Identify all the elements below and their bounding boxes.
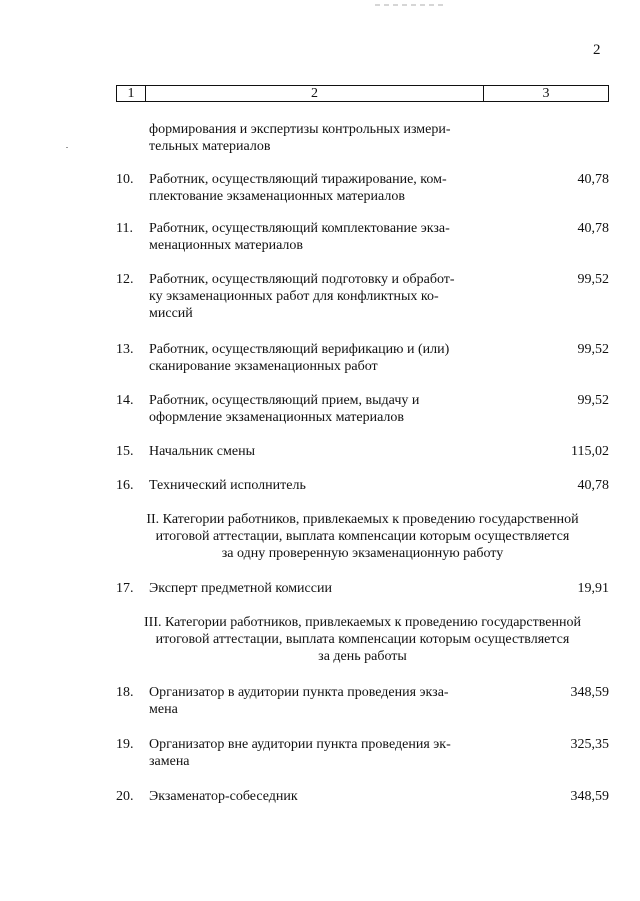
row-description-line: мена: [149, 702, 178, 717]
row-description-line: сканирование экзаменационных работ: [149, 359, 378, 374]
row-description-line: замена: [149, 754, 190, 769]
table-header-col-1: 1: [117, 86, 146, 101]
row-value: 19,91: [577, 581, 609, 596]
row-description-line: Эксперт предметной комиссии: [149, 581, 332, 596]
row-description-line: Работник, осуществляющий комплектование экза-: [149, 221, 450, 236]
page-number: 2: [593, 42, 601, 58]
row-number: 12.: [116, 272, 134, 287]
row-value: 40,78: [577, 478, 609, 493]
row-number: 16.: [116, 478, 134, 493]
table-header-col-3: 3: [542, 86, 550, 101]
row-value: 115,02: [571, 444, 609, 459]
row-description-line: миссий: [149, 306, 193, 321]
row-description: [149, 684, 479, 718]
scan-artifact: [375, 4, 445, 6]
section-heading-line: итоговой аттестации, выплата компенсации которым осуществляется: [155, 529, 570, 544]
section-heading-line: III. Категории работников, привлекаемых к проведению государственной: [144, 615, 581, 630]
section-heading-line: II. Категории работников, привлекаемых к проведению государственной: [146, 512, 579, 527]
row-description-line: плектование экзаменационных материалов: [149, 189, 405, 204]
section-heading-line: за день работы: [318, 649, 407, 664]
row-description-line: Работник, осуществляющий подготовку и обработ-: [149, 272, 455, 287]
row-description-line: Работник, осуществляющий прием, выдачу и: [149, 393, 420, 408]
row-number: 17.: [116, 581, 134, 596]
row-description: [149, 392, 479, 426]
scan-dot: [66, 147, 68, 148]
row-description-line: ку экзаменационных работ для конфликтных ко-: [149, 289, 439, 304]
row-value: 348,59: [570, 685, 609, 700]
row-number: 18.: [116, 685, 134, 700]
row-value: 40,78: [577, 172, 609, 187]
row-value: 348,59: [570, 789, 609, 804]
continuation-line: формирования и экспертизы контрольных измери-: [149, 122, 451, 137]
continuation-text: [149, 121, 479, 155]
row-number: 14.: [116, 393, 134, 408]
row-number: 19.: [116, 737, 134, 752]
row-description-line: Организатор в аудитории пункта проведения экза-: [149, 685, 449, 700]
section-heading-line: за одну проверенную экзаменационную работу: [221, 546, 504, 561]
row-description: [149, 788, 479, 805]
section-heading: [116, 614, 609, 665]
table-header-row: [116, 85, 609, 102]
row-number: 15.: [116, 444, 134, 459]
row-description: [149, 271, 479, 322]
continuation-line: тельных материалов: [149, 139, 271, 154]
row-number: 20.: [116, 789, 134, 804]
row-description: [149, 341, 479, 375]
row-description: [149, 220, 479, 254]
row-description: [149, 443, 479, 460]
row-number: 10.: [116, 172, 134, 187]
row-description-line: Начальник смены: [149, 444, 255, 459]
row-description: [149, 736, 479, 770]
row-value: 325,35: [570, 737, 609, 752]
row-description-line: Работник, осуществляющий верификацию и (или): [149, 342, 450, 357]
row-description-line: Технический исполнитель: [149, 478, 306, 493]
row-description-line: Работник, осуществляющий тиражирование, ком-: [149, 172, 447, 187]
table-header-col-2: 2: [146, 86, 484, 101]
row-description-line: Организатор вне аудитории пункта проведения эк-: [149, 737, 451, 752]
row-description: [149, 580, 479, 597]
row-description-line: оформление экзаменационных материалов: [149, 410, 405, 425]
row-description: [149, 477, 479, 494]
row-value: 99,52: [577, 393, 609, 408]
row-description-line: менационных материалов: [149, 238, 304, 253]
row-number: 11.: [116, 221, 133, 236]
row-value: 99,52: [577, 272, 609, 287]
row-value: 99,52: [577, 342, 609, 357]
row-description-line: Экзаменатор-собеседник: [149, 789, 298, 804]
row-number: 13.: [116, 342, 134, 357]
section-heading: [116, 511, 609, 562]
section-heading-line: итоговой аттестации, выплата компенсации которым осуществляется: [155, 632, 570, 647]
row-description: [149, 171, 479, 205]
row-value: 40,78: [577, 221, 609, 236]
